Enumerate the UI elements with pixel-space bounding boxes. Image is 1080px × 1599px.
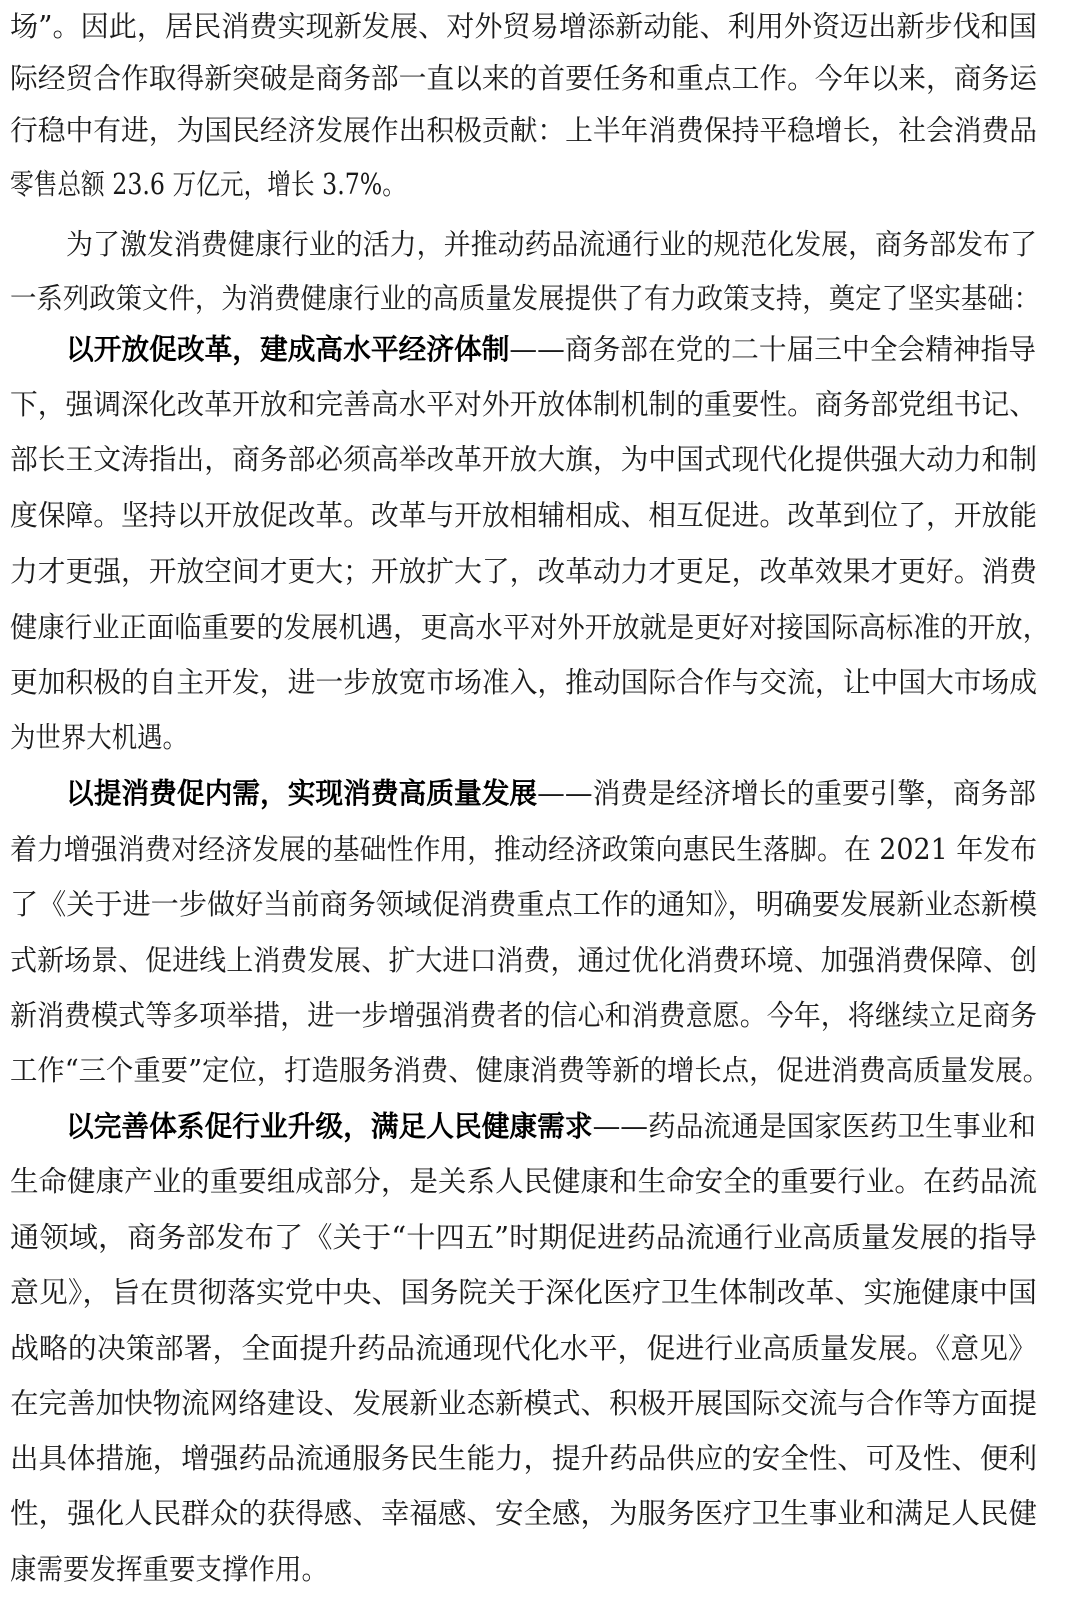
body-text-line: 战略的决策部署，全面提升药品流通现代化水平，促进行业高质量发展。《意见》: [10, 1332, 1037, 1365]
body-text-line: 零售总额 23.6 万亿元，增长 3.7%。: [10, 168, 406, 201]
section-lead-text: ——药品流通是国家医药卫生事业和: [592, 1110, 1036, 1143]
body-text-line: 式新场景、促进线上消费发展、扩大进口消费，通过优化消费环境、加强消费保障、创: [10, 944, 1037, 977]
section-lead-text: ——商务部在党的二十届三中全会精神指导: [509, 333, 1036, 366]
section-heading-line: [0, 323, 1080, 377]
body-text-line: 工作“三个重要”定位，打造服务消费、健康消费等新的增长点，促进消费高质量发展。: [10, 1054, 1050, 1087]
body-text-line: 度保障。坚持以开放促改革。改革与开放相辅相成、相互促进。改革到位了，开放能: [10, 499, 1037, 532]
body-text-line: 意见》，旨在贯彻落实党中央、国务院关于深化医疗卫生体制改革、实施健康中国: [10, 1276, 1037, 1309]
body-text-line: 行稳中有进，为国民经济发展作出积极贡献：上半年消费保持平稳增长，社会消费品: [10, 114, 1037, 147]
body-text-line: 为了激发消费健康行业的活力，并推动药品流通行业的规范化发展，商务部发布了: [66, 228, 1037, 261]
body-text-line: 生命健康产业的重要组成部分，是关系人民健康和生命安全的重要行业。在药品流: [10, 1165, 1037, 1198]
section-heading-line: [0, 767, 1080, 821]
body-text-line: 通领域，商务部发布了《关于“十四五”时期促进药品流通行业高质量发展的指导: [10, 1221, 1037, 1254]
body-text-line: 场”。因此，居民消费实现新发展、对外贸易增添新动能、利用外资迈出新步伐和国: [10, 10, 1037, 43]
body-text-line: 部长王文涛指出，商务部必须高举改革开放大旗，为中国式现代化提供强大动力和制: [10, 443, 1037, 476]
body-text-line: 力才更强，开放空间才更大；开放扩大了，改革动力才更足，改革效果才更好。消费: [10, 555, 1037, 588]
body-text-line: 际经贸合作取得新突破是商务部一直以来的首要任务和重点工作。今年以来，商务运: [10, 62, 1037, 95]
body-text-line: 了《关于进一步做好当前商务领域促消费重点工作的通知》，明确要发展新业态新模: [10, 888, 1037, 921]
section-heading-consumption: 以提消费促内需，实现消费高质量发展: [66, 777, 538, 810]
body-text-line: 健康行业正面临重要的发展机遇，更高水平对外开放就是更好对接国际高标准的开放，: [10, 611, 1050, 644]
body-text-line: 性，强化人民群众的获得感、幸福感、安全感，为服务医疗卫生事业和满足人民健: [10, 1497, 1037, 1530]
section-heading-line: [0, 1100, 1080, 1154]
body-text-line: 一系列政策文件，为消费健康行业的高质量发展提供了有力政策支持，奠定了坚实基础：: [10, 282, 1040, 315]
body-text-line: 出具体措施，增强药品流通服务民生能力，提升药品供应的安全性、可及性、便利: [10, 1442, 1037, 1475]
body-text-line: 为世界大机遇。: [10, 721, 188, 754]
section-lead-text: ——消费是经济增长的重要引擎，商务部: [537, 777, 1036, 810]
section-heading-reform: 以开放促改革，建成高水平经济体制: [66, 333, 510, 366]
section-heading-industry: 以完善体系促行业升级，满足人民健康需求: [66, 1110, 593, 1143]
body-text-line: 康需要发挥重要支撑作用。: [10, 1553, 328, 1586]
body-text-line: 下，强调深化改革开放和完善高水平对外开放体制机制的重要性。商务部党组书记、: [10, 388, 1037, 421]
body-text-line: 更加积极的自主开发，进一步放宽市场准入，推动国际合作与交流，让中国大市场成: [10, 666, 1037, 699]
body-text-line: 在完善加快物流网络建设、发展新业态新模式、积极开展国际交流与合作等方面提: [10, 1387, 1037, 1420]
body-text-line: 新消费模式等多项举措，进一步增强消费者的信心和消费意愿。今年，将继续立足商务: [10, 999, 1037, 1032]
body-text-line: 着力增强消费对经济发展的基础性作用，推动经济政策向惠民生落脚。在 2021 年发布: [10, 833, 1037, 866]
